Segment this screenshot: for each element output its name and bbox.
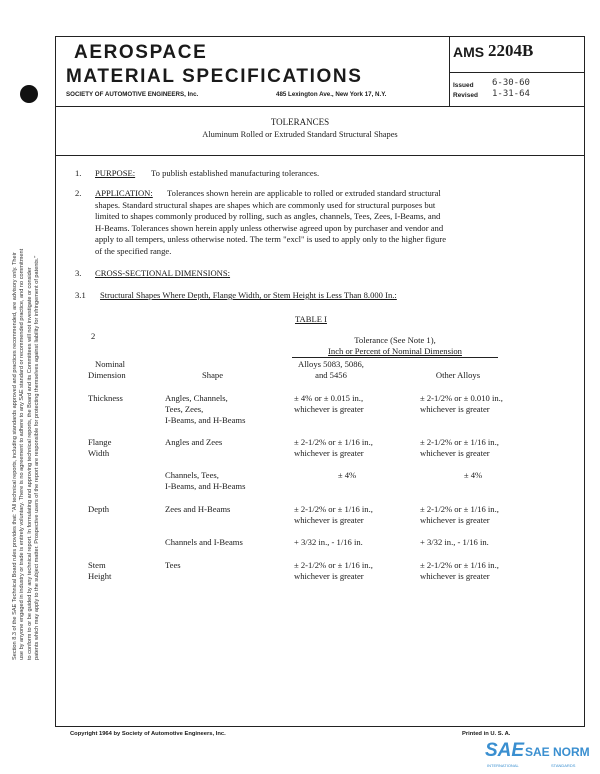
row-shape: Channels and I-Beams bbox=[165, 537, 243, 547]
row-shape: Angles, Channels, bbox=[165, 393, 228, 403]
column-header-shape: Shape bbox=[202, 370, 224, 380]
row-dimension: Depth bbox=[88, 504, 110, 514]
document-frame bbox=[55, 36, 585, 727]
doc-title: TOLERANCES bbox=[270, 117, 330, 127]
side-notice-line: to conform to or be guided by any technical report. In formulating and approving technical reports, the Board and its Committees will not investigate or consider bbox=[26, 267, 33, 660]
row-dimension: Width bbox=[88, 448, 110, 458]
section-1-number: 1. bbox=[75, 168, 82, 178]
row-other-tolerance: whichever is greater bbox=[420, 571, 490, 581]
row-dimension: Flange bbox=[88, 437, 112, 447]
issued-date: 6-30-60 bbox=[492, 78, 530, 88]
row-shape: Angles and Zees bbox=[165, 437, 223, 447]
sae-norm-logo bbox=[485, 742, 597, 772]
issued-label: Issued bbox=[453, 82, 474, 89]
copyright-notice: Copyright 1964 by Society of Automotive Engineers, Inc. bbox=[70, 731, 226, 737]
section-2-line: apply to all tempers, unless otherwise noted. The term "excl" is used to apply only to the higher figure bbox=[95, 234, 447, 244]
row-other-tolerance: ± 2-1/2% or ± 0.010 in., bbox=[420, 393, 503, 403]
row-other-tolerance: ± 4% bbox=[463, 470, 483, 480]
section-3-number: 3. bbox=[75, 268, 82, 278]
section-2-line: Tolerances shown herein are applicable to rolled or extruded standard structural bbox=[167, 188, 441, 198]
column-header-other-alloys: Other Alloys bbox=[435, 370, 481, 380]
row-other-tolerance: whichever is greater bbox=[420, 448, 490, 458]
row-alloy-tolerance: ± 4% bbox=[337, 470, 357, 480]
section-2-heading: APPLICATION: bbox=[95, 188, 153, 198]
printed-in-usa: Printed in U. S. A. bbox=[462, 731, 511, 737]
section-3-heading: CROSS-SECTIONAL DIMENSIONS: bbox=[95, 268, 231, 278]
sae-logo-mark: SAE bbox=[485, 740, 525, 761]
column-header-nominal: Nominal bbox=[95, 359, 126, 369]
row-shape: Zees and H-Beams bbox=[165, 504, 231, 514]
title-divider bbox=[55, 155, 585, 156]
table-title: TABLE I bbox=[294, 314, 327, 324]
section-3-1-number: 3.1 bbox=[75, 290, 86, 300]
row-shape: I-Beams, and H-Beams bbox=[165, 415, 246, 425]
row-shape: Tees bbox=[165, 560, 181, 570]
row-alloy-tolerance: ± 2-1/2% or ± 1/16 in., bbox=[294, 560, 373, 570]
row-shape: Channels, Tees, bbox=[165, 470, 219, 480]
section-1-text: To publish established manufacturing tolerances. bbox=[151, 168, 320, 178]
tolerance-header-line2: Inch or Percent of Nominal Dimension bbox=[328, 346, 462, 356]
section-1-heading: PURPOSE: bbox=[95, 168, 136, 178]
section-2-line: shapes. Standard structural shapes are shapes which are commonly used for structural purposes but bbox=[95, 199, 436, 210]
side-notice-line: Section 8.3 of the SAE Technical Board rules provides that: "All technical reports, including standards approved and practices recommended, are advisory only. Their bbox=[12, 252, 18, 660]
section-2-line: of the specified range. bbox=[95, 245, 172, 256]
row-other-tolerance: + 3/32 in., - 1/16 in. bbox=[420, 537, 489, 547]
column-header-alloys-2: and 5456 bbox=[315, 370, 347, 380]
section-2-number: 2. bbox=[75, 188, 82, 198]
side-notice-line: patents which may apply to the subject matter. Prospective users of the report are responsible for protecting themselves against liability for infringement of patents." bbox=[33, 255, 40, 660]
section-3-1-heading: Structural Shapes Where Depth, Flange Width, or Stem Height is Less Than 8.000 In.: bbox=[100, 290, 397, 300]
row-dimension: Stem bbox=[88, 560, 106, 570]
revised-date: 1-31-64 bbox=[492, 89, 530, 99]
row-alloy-tolerance: + 3/32 in., - 1/16 in. bbox=[294, 537, 363, 547]
row-alloy-tolerance: whichever is greater bbox=[294, 404, 364, 414]
sae-norm-wordmark: SAE NORM bbox=[525, 745, 590, 759]
publisher-address: 485 Lexington Ave., New York 17, N.Y. bbox=[276, 91, 387, 98]
row-dimension: Thickness bbox=[88, 393, 123, 403]
publisher-name: SOCIETY OF AUTOMOTIVE ENGINEERS, Inc. bbox=[66, 91, 199, 98]
row-other-tolerance: whichever is greater bbox=[420, 404, 490, 414]
side-notice-line: use by anyone engaged in industry or trade is entirely voluntary. There is no agreement to adhere to any SAE standard or recommended practice, and no commitment bbox=[19, 248, 26, 660]
row-other-tolerance: ± 2-1/2% or ± 1/16 in., bbox=[420, 560, 499, 570]
section-2-line: limited to shapes commonly produced by rolling, such as angles, channels, Tees, Zees, I-Beams, and bbox=[95, 211, 441, 221]
row-dimension: Height bbox=[88, 571, 112, 581]
row-alloy-tolerance: ± 2-1/2% or ± 1/16 in., bbox=[294, 504, 373, 514]
ams-label: AMS bbox=[453, 44, 485, 60]
row-alloy-tolerance: whichever is greater bbox=[294, 515, 364, 525]
row-alloy-tolerance: whichever is greater bbox=[294, 448, 364, 458]
row-alloy-tolerance: ± 4% or ± 0.015 in., bbox=[294, 393, 364, 403]
doc-subtitle: Aluminum Rolled or Extruded Standard Structural Shapes bbox=[202, 130, 398, 139]
row-other-tolerance: ± 2-1/2% or ± 1/16 in., bbox=[420, 504, 499, 514]
logo-subtitle-right: STANDARDS bbox=[551, 763, 576, 768]
ams-number: 2204B bbox=[488, 41, 534, 60]
header-title-line1: AEROSPACE bbox=[74, 42, 208, 63]
table-margin-mark: 2 bbox=[91, 331, 96, 341]
logo-subtitle-left: INTERNATIONAL bbox=[487, 763, 519, 768]
side-legal-notice bbox=[12, 100, 41, 660]
row-shape: I-Beams, and H-Beams bbox=[165, 481, 246, 491]
tolerance-header-line1: Tolerance (See Note 1), bbox=[354, 335, 436, 345]
header-divider bbox=[55, 106, 585, 107]
row-other-tolerance: whichever is greater bbox=[420, 515, 490, 525]
header-column-divider bbox=[449, 36, 450, 106]
row-shape: Tees, Zees, bbox=[165, 404, 204, 414]
section-2-line: H-Beams. Tolerances shown herein apply unless otherwise agreed upon by purchaser and vendor and bbox=[95, 222, 444, 233]
header-title-line2: MATERIAL SPECIFICATIONS bbox=[66, 66, 363, 87]
row-other-tolerance: ± 2-1/2% or ± 1/16 in., bbox=[420, 437, 499, 447]
column-header-dimension: Dimension bbox=[88, 370, 126, 380]
ams-box-divider bbox=[449, 72, 584, 73]
row-alloy-tolerance: whichever is greater bbox=[294, 571, 364, 581]
revised-label: Revised bbox=[453, 92, 478, 99]
column-header-alloys: Alloys 5083, 5086, bbox=[298, 359, 364, 369]
row-alloy-tolerance: ± 2-1/2% or ± 1/16 in., bbox=[294, 437, 373, 447]
tolerance-header-rule bbox=[292, 357, 498, 358]
